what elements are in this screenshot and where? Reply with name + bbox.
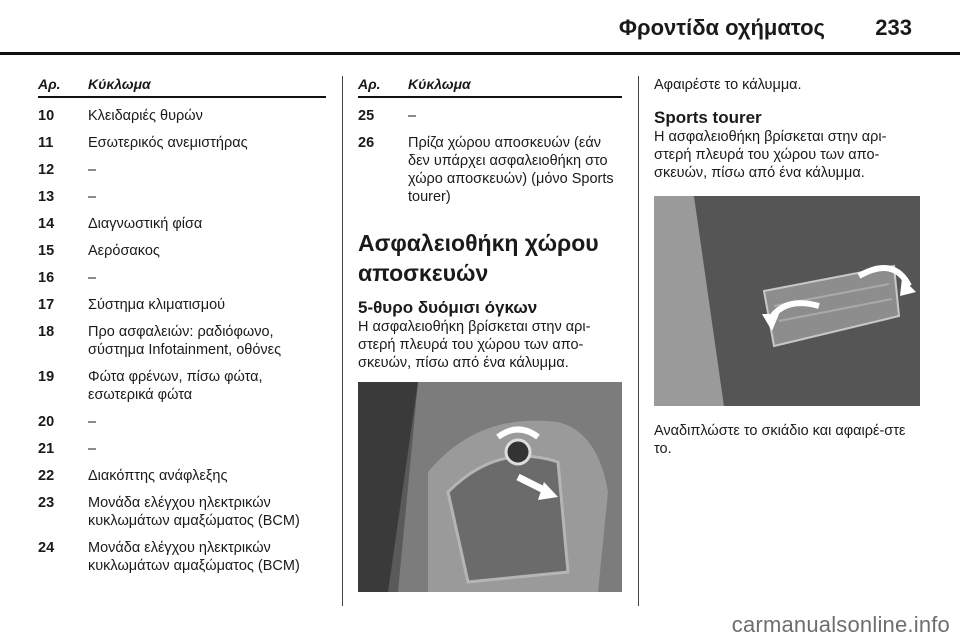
table-row (38, 494, 326, 530)
fuse-number: 26 (358, 135, 375, 151)
subheading-5-door: 5-θυρο δυόμισι όγκων (358, 298, 538, 317)
table-row (38, 368, 326, 404)
fuse-number: 10 (38, 108, 55, 124)
table-row (38, 107, 326, 125)
col-no-header: Αρ. (38, 76, 61, 92)
column-2 (358, 76, 622, 592)
fuse-number: 18 (38, 324, 55, 340)
circuit-description: – (88, 441, 97, 457)
circuit-description: Προ ασφαλειών: ραδιόφωνο, σύστημα Infotainment, οθόνες (88, 324, 282, 358)
table-row (38, 467, 326, 485)
table-row (38, 413, 326, 431)
table-header (38, 76, 326, 98)
circuit-description: – (88, 189, 97, 205)
fuse-number: 22 (38, 468, 55, 484)
table-row (38, 269, 326, 287)
table-row (358, 134, 622, 206)
circuit-description: Διακόπτης ανάφλεξης (88, 468, 228, 484)
circuit-description: Μονάδα ελέγχου ηλεκτρικών κυκλωμάτων αμαξώματος (BCM) (88, 540, 300, 574)
fuse-number: 12 (38, 162, 55, 178)
table-row (38, 215, 326, 233)
photo-illustration (654, 196, 920, 406)
paragraph-5-door: Η ασφαλειοθήκη βρίσκεται στην αρι-στερή πλευρά του χώρου των απο-σκευών, πίσω από ένα κάλυμμα. (358, 319, 591, 371)
table-header (358, 76, 622, 98)
circuit-description: Πρίζα χώρου αποσκευών (εάν δεν υπάρχει ασφαλειοθήκη στο χώρο αποσκευών) (μόνο Sports tourer) (408, 135, 614, 205)
table-row (38, 323, 326, 359)
col-circuit-header: Κύκλωμα (88, 76, 151, 92)
table-row (38, 539, 326, 575)
table-row (38, 440, 326, 458)
fuse-number: 24 (38, 540, 55, 556)
fuse-number: 23 (38, 495, 55, 511)
table-row (38, 188, 326, 206)
page-title: Φροντίδα οχήματος (618, 15, 825, 40)
fuse-number: 14 (38, 216, 55, 232)
table-row (38, 242, 326, 260)
fuse-number: 20 (38, 414, 55, 430)
fuse-number: 16 (38, 270, 55, 286)
circuit-description: – (88, 414, 97, 430)
circuit-description: – (88, 162, 97, 178)
circuit-description: Διαγνωστική φίσα (88, 216, 203, 232)
photo-illustration (358, 382, 622, 592)
circuit-description: Μονάδα ελέγχου ηλεκτρικών κυκλωμάτων αμαξώματος (BCM) (88, 495, 300, 529)
remove-cover-text: Αφαιρέστε το κάλυμμα. (654, 77, 802, 93)
photo-sports-tourer-fuse-cover (654, 196, 920, 406)
header-rule (0, 52, 960, 55)
circuit-description: Εσωτερικός ανεμιστήρας (88, 135, 248, 151)
table-row (38, 161, 326, 179)
table-row (38, 296, 326, 314)
circuit-description: – (408, 108, 417, 124)
fuse-number: 17 (38, 297, 55, 313)
watermark: carmanualsonline.info (731, 612, 950, 637)
fold-cover-text: Αναδιπλώστε το σκιάδιο και αφαιρέ-στε το. (654, 423, 906, 457)
section-heading: Ασφαλειοθήκη χώρου αποσκευών (358, 230, 599, 286)
fuse-number: 21 (38, 441, 55, 457)
fuse-number: 13 (38, 189, 55, 205)
col-no-header: Αρ. (358, 76, 381, 92)
subheading-sports-tourer: Sports tourer (654, 108, 762, 127)
page-number: 233 (875, 15, 912, 40)
circuit-description: Κλειδαριές θυρών (88, 108, 203, 124)
table-row (358, 107, 622, 125)
photo-hatchback-fuse-cover (358, 382, 622, 592)
fuse-number: 19 (38, 369, 55, 385)
circuit-description: Σύστημα κλιματισμού (88, 297, 226, 313)
circuit-description: Αερόσακος (88, 243, 160, 259)
table-row (38, 134, 326, 152)
column-divider (342, 76, 343, 606)
circuit-description: – (88, 270, 97, 286)
fuse-number: 11 (38, 135, 54, 151)
circuit-description: Φώτα φρένων, πίσω φώτα, εσωτερικά φώτα (88, 369, 263, 403)
fuse-table-1 (38, 76, 326, 575)
column-3 (654, 76, 922, 458)
column-divider (638, 76, 639, 606)
fuse-number: 25 (358, 108, 375, 124)
fuse-number: 15 (38, 243, 55, 259)
paragraph-sports-tourer: Η ασφαλειοθήκη βρίσκεται στην αρι-στερή πλευρά του χώρου των απο-σκευών, πίσω από ένα κάλυμμα. (654, 129, 887, 181)
col-circuit-header: Κύκλωμα (408, 76, 471, 92)
